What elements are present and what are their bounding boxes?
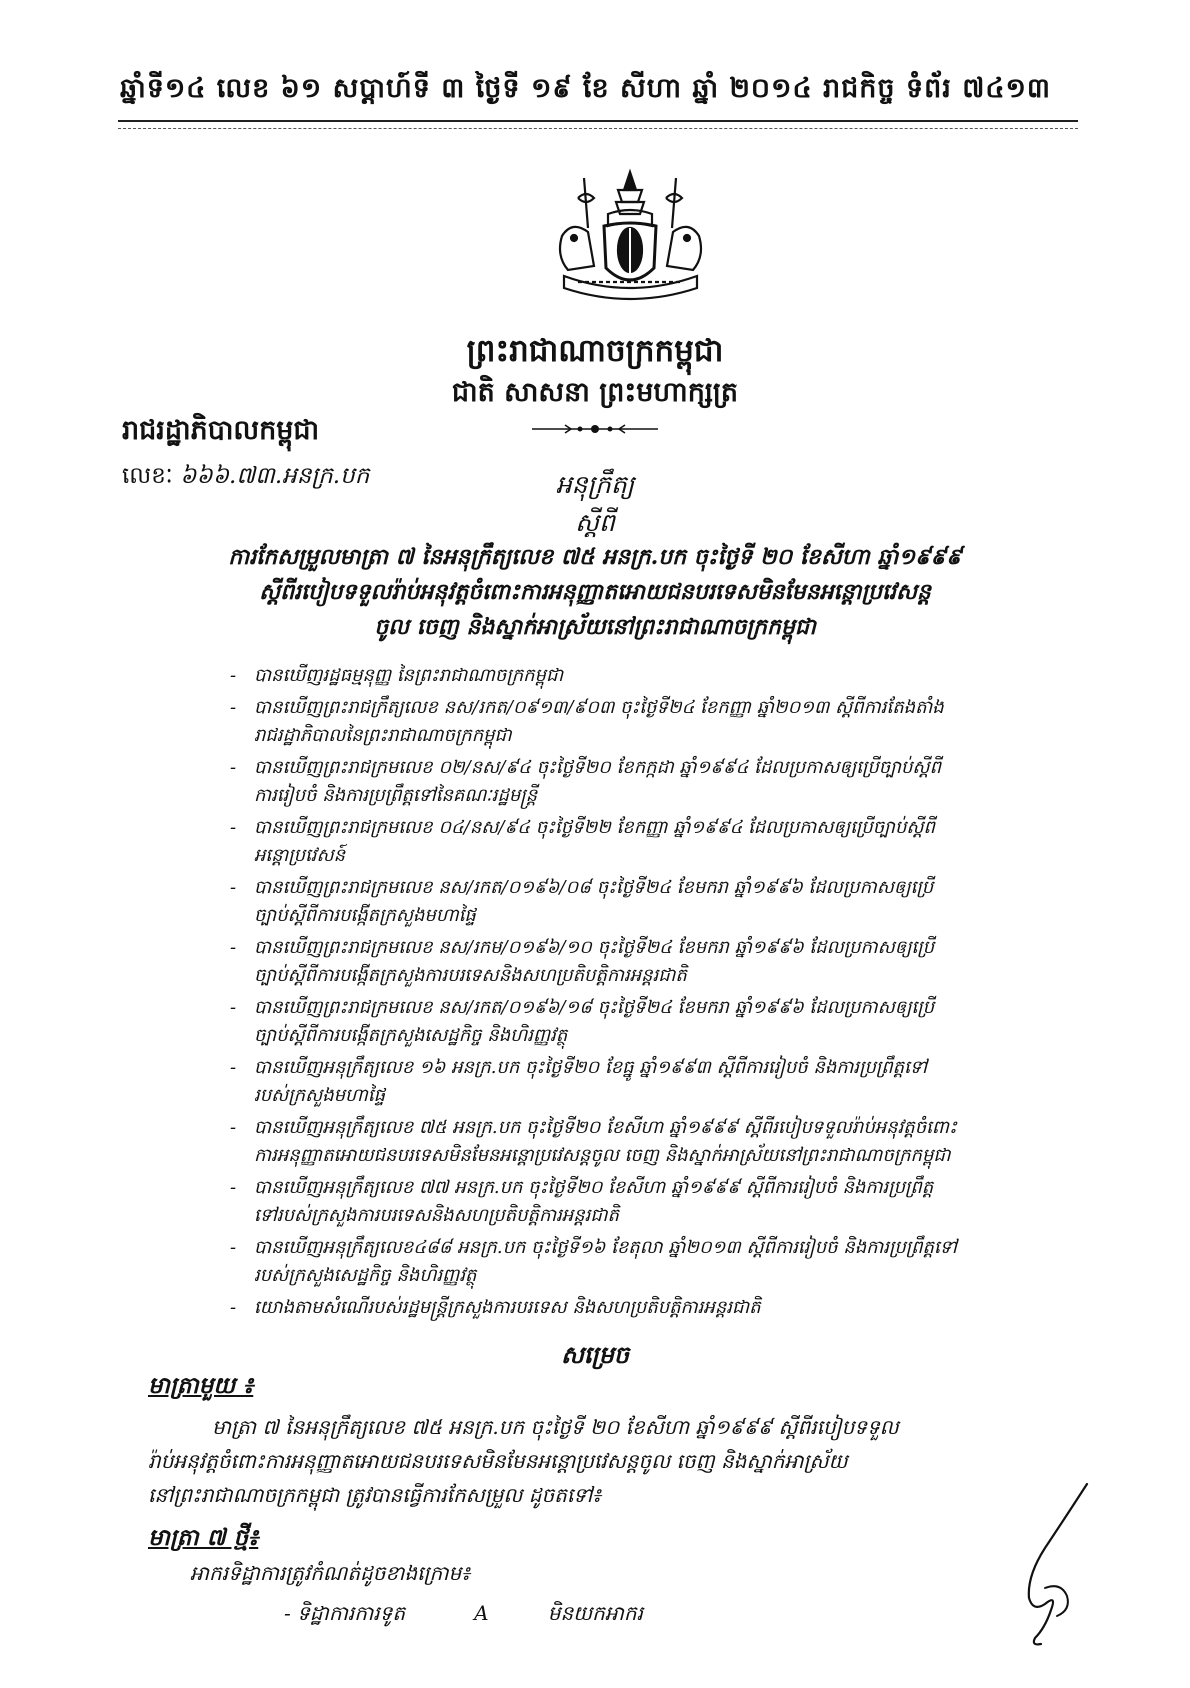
kingdom-name: ព្រះរាជាណាចក្រកម្ពុជា (466, 333, 724, 369)
article-seven-intro: អាករទិដ្ឋាការត្រូវកំណត់ដូចខាងក្រោម៖ (190, 1561, 470, 1585)
visa-fee-row (284, 1600, 643, 1630)
preamble-line: - បានឃើញអនុក្រឹត្យលេខ ៧៧ អនក្រ.បក ចុះថ្ងៃទី២០ ខែសីហា ឆ្នាំ១៩៩៩ ស្តីពីការរៀបចំ និងការប្រព្រឹត្ត (254, 1177, 934, 1198)
preamble-line: ច្បាប់ស្តីពីការបង្កើតក្រសួងមហាផ្ទៃ (254, 905, 476, 926)
preamble-line: - បានឃើញអនុក្រឹត្យលេខ៤៨៨ អនក្រ.បក ចុះថ្ងៃទី១៦ ខែតុលា ឆ្នាំ២០១៣ ស្តីពីការរៀបចំ និងការប្រព្រឹត្តទៅ (254, 1237, 957, 1258)
preamble-line: ការរៀបចំ និងការប្រព្រឹត្តទៅនៃគណៈរដ្ឋមន្ត្រី (254, 785, 538, 806)
subject-line: ស្តីពីរបៀបទទួលរ៉ាប់អនុវត្តចំពោះការអនុញ្ញាតអោយជនបរទេសមិនមែនអន្តោប្រវេសន្ត (259, 579, 931, 605)
preamble-item (240, 1054, 1060, 1110)
issuing-authority: រាជរដ្ឋាភិបាលកម្ពុជា (122, 415, 320, 446)
preamble-item (240, 1174, 1060, 1230)
preamble-line: ការអនុញ្ញាតអោយជនបរទេសមិនមែនអន្តោប្រវេសន្តចូល ចេញ និងស្នាក់អាស្រ័យនៅព្រះរាជាណាចក្រកម្ពុជា (254, 1145, 951, 1166)
national-motto: ជាតិ សាសនា ព្រះមហាក្សត្រ (451, 377, 739, 408)
preamble-item (240, 754, 1060, 810)
preamble-item (240, 874, 1060, 930)
ornament-divider (530, 422, 660, 436)
document-type: អនុក្រឹត្យ (555, 470, 635, 499)
visa-fee-value: មិនយកអាករ (547, 1601, 643, 1625)
preamble-line: - បានឃើញព្រះរាជក្រមលេខ ០២/នស/៩៤ ចុះថ្ងៃទី២០ ខែកក្កដា ឆ្នាំ១៩៩៤ ដែលប្រកាសឲ្យប្រើច្បាប់ស្តីពី (254, 757, 941, 778)
article-one-body (148, 1410, 1048, 1512)
preamble-item (240, 694, 1060, 750)
preamble-line: - បានឃើញអនុក្រឹត្យលេខ ១៦ អនក្រ.បក ចុះថ្ងៃទី២០ ខែធ្នូ ឆ្នាំ១៩៩៣ ស្តីពីការរៀបចំ និងការប្រព្រឹត្តទៅ (254, 1057, 927, 1078)
preamble-item (240, 1114, 1060, 1170)
header-divider (118, 120, 1078, 129)
preamble-line: អន្តោប្រវេសន៍ (254, 845, 346, 866)
preamble-line: របស់ក្រសួងមហាផ្ទៃ (254, 1085, 386, 1106)
preamble-item (240, 662, 1060, 690)
reference-value: ៦៦៦.៧៣.អនក្រ.បក (180, 463, 370, 489)
visa-category: A (474, 1601, 489, 1625)
preamble-line: របស់ក្រសួងសេដ្ឋកិច្ច និងហិរញ្ញវត្ថុ (254, 1265, 477, 1286)
preamble-line: រាជរដ្ឋាភិបាលនៃព្រះរាជាណាចក្រកម្ពុជា (254, 725, 512, 746)
preamble-line: - បានឃើញព្រះរាជក្រមលេខ នស/រកម/០១៩៦/១០ ចុះថ្ងៃទី២៤ ខែមករា ឆ្នាំ១៩៩៦ ដែលប្រកាសឲ្យប្រើ (254, 937, 935, 958)
preamble-line: - បានឃើញព្រះរាជក្រមលេខ ០៤/នស/៩៤ ចុះថ្ងៃទី២២ ខែកញ្ញា ឆ្នាំ១៩៩៤ ដែលប្រកាសឲ្យប្រើច្បាប់ស្តីពី (254, 817, 935, 838)
visa-type-label: - ទិដ្ឋាការការទូត (284, 1601, 406, 1625)
preamble-item (240, 1234, 1060, 1290)
article-one-heading: មាត្រាមួយ ៖ (148, 1372, 254, 1399)
article-one-line: រ៉ាប់អនុវត្តចំពោះការអនុញ្ញាតអោយជនបរទេសមិនមែនអន្តោប្រវេសន្តចូល ចេញ និងស្នាក់អាស្រ័យ (148, 1449, 848, 1473)
subject-line: ចូល ចេញ និងស្នាក់អាស្រ័យនៅព្រះរាជាណាចក្រកម្ពុជា (374, 614, 816, 640)
preamble-item (240, 934, 1060, 990)
preamble-line: - យោងតាមសំណើរបស់រដ្ឋមន្ត្រីក្រសួងការបរទេស និងសហប្រតិបត្តិការអន្តរជាតិ (254, 1297, 761, 1318)
reference-label: លេខៈ (122, 463, 173, 489)
article-one-line: នៅព្រះរាជាណាចក្រកម្ពុជា ត្រូវបានធ្វើការកែសម្រួល ដូចតទៅ៖ (148, 1483, 602, 1507)
preamble-list (240, 662, 1060, 1326)
preamble-line: - បានឃើញព្រះរាជក្រមលេខ នស/រកត/០១៩៦/០៨ ចុះថ្ងៃទី២៤ ខែមករា ឆ្នាំ១៩៩៦ ដែលប្រកាសឲ្យប្រើ (254, 877, 934, 898)
preamble-line: - បានឃើញព្រះរាជក្រឹត្យលេខ នស/រកត/០៩១៣/៩០៣ ចុះថ្ងៃទី២៤ ខែកញ្ញា ឆ្នាំ២០១៣ ស្តីពីការតែងតាំង (254, 697, 944, 718)
subject-line: ការកែសម្រួលមាត្រា ៧ នៃអនុក្រឹត្យលេខ ៧៥ អនក្រ.បក ចុះថ្ងៃទី ២០ ខែសីហា ឆ្នាំ១៩៩៩ (228, 544, 962, 570)
document-subject (150, 540, 1040, 645)
royal-coat-of-arms-emblem (548, 168, 713, 308)
preamble-item (240, 814, 1060, 870)
preamble-line: - បានឃើញអនុក្រឹត្យលេខ ៧៥ អនក្រ.បក ចុះថ្ងៃទី២០ ខែសីហា ឆ្នាំ១៩៩៩ ស្តីពីរបៀបទទួលរ៉ាប់អនុវត្តចំពោះ (254, 1117, 957, 1138)
article-one-line: មាត្រា ៧ នៃអនុក្រឹត្យលេខ ៧៥ អនក្រ.បក ចុះថ្ងៃទី ២០ ខែសីហា ឆ្នាំ១៩៩៩ ស្តីពីរបៀបទទួល (212, 1415, 899, 1439)
preamble-line: ទៅរបស់ក្រសួងការបរទេសនិងសហប្រតិបត្តិការអន្តរជាតិ (254, 1205, 619, 1226)
preamble-line: ច្បាប់ស្តីពីការបង្កើតក្រសួងការបរទេសនិងសហប្រតិបត្តិការអន្តរជាតិ (254, 965, 687, 986)
preamble-item (240, 994, 1060, 1050)
preamble-item (240, 1294, 1060, 1322)
gazette-running-header: ឆ្នាំទី១៤ លេខ ៦១ សប្តាហ៍ទី ៣ ថ្ងៃទី ១៩ ខែ សីហា ឆ្នាំ ២០១៤ រាជកិច្ច ទំព័រ ៧៤១៣ (120, 73, 1051, 104)
document-about: ស្តីពី (575, 508, 615, 537)
decision-heading: សម្រេច (560, 1340, 630, 1369)
preamble-line: - បានឃើញរដ្ឋធម្មនុញ្ញ នៃព្រះរាជាណាចក្រកម្ពុជា (254, 665, 564, 686)
preamble-line: ច្បាប់ស្តីពីការបង្កើតក្រសួងសេដ្ឋកិច្ច និងហិរញ្ញវត្ថុ (254, 1025, 568, 1046)
preamble-line: - បានឃើញព្រះរាជក្រមលេខ នស/រកត/០១៩៦/១៨ ចុះថ្ងៃទី២៤ ខែមករា ឆ្នាំ១៩៩៦ ដែលប្រកាសឲ្យប្រើ (254, 997, 935, 1018)
article-seven-heading: មាត្រា ៧ ថ្មី៖ (148, 1524, 259, 1551)
initials-signature (1005, 1478, 1095, 1658)
